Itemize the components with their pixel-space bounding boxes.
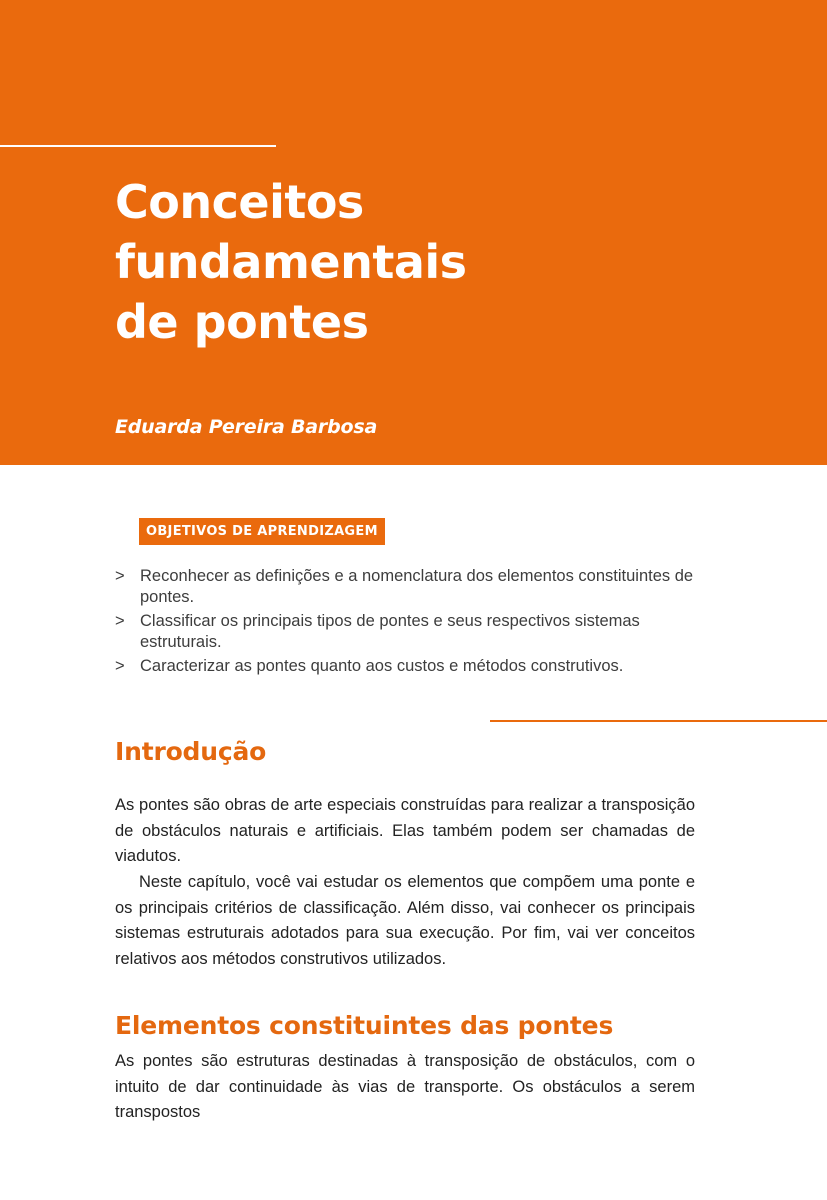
elements-heading: Elementos constituintes das pontes — [115, 1011, 614, 1040]
header-divider — [0, 145, 276, 147]
chapter-author: Eduarda Pereira Barbosa — [115, 416, 378, 438]
introduction-paragraph: As pontes são obras de arte especiais construídas para realizar a transposição de obstáculos naturais e artificiais. Elas também podem ser chamadas de viadutos. — [115, 796, 695, 865]
chapter-title-line: de pontes — [115, 295, 369, 349]
introduction-paragraph: Neste capítulo, você vai estudar os elementos que compõem uma ponte e os principais critérios de classificação. Além disso, vai conhecer os principais sistemas estruturais adotados para sua execução. Por fim, vai ver conceitos relativos aos métodos construtivos utilizados. — [115, 873, 695, 968]
chapter-title — [115, 172, 795, 352]
bullet-marker: > — [115, 657, 125, 675]
chapter-title-line: Conceitos — [115, 175, 364, 229]
bullet-marker: > — [115, 612, 125, 630]
objective-text: Caracterizar as pontes quanto aos custos e métodos construtivos. — [140, 657, 624, 675]
objective-text: Reconhecer as definições e a nomenclatura dos elementos constituintes de pontes. — [140, 567, 694, 606]
bullet-marker: > — [115, 567, 125, 585]
objective-item — [115, 566, 705, 608]
introduction-heading: Introdução — [115, 737, 267, 766]
chapter-header-banner — [0, 0, 827, 465]
chapter-title-line: fundamentais — [115, 235, 467, 289]
objectives-heading: OBJETIVOS DE APRENDIZAGEM — [139, 518, 385, 545]
objective-item — [115, 656, 705, 677]
objective-text: Classificar os principais tipos de pontes e seus respectivos sistemas estruturais. — [140, 612, 640, 651]
objective-item — [115, 611, 705, 653]
elements-paragraph: As pontes são estruturas destinadas à transposição de obstáculos, com o intuito de dar continuidade às vias de transporte. Os obstáculos a serem transpostos — [115, 1052, 695, 1121]
objectives-list — [115, 566, 705, 680]
section-divider — [490, 720, 827, 722]
